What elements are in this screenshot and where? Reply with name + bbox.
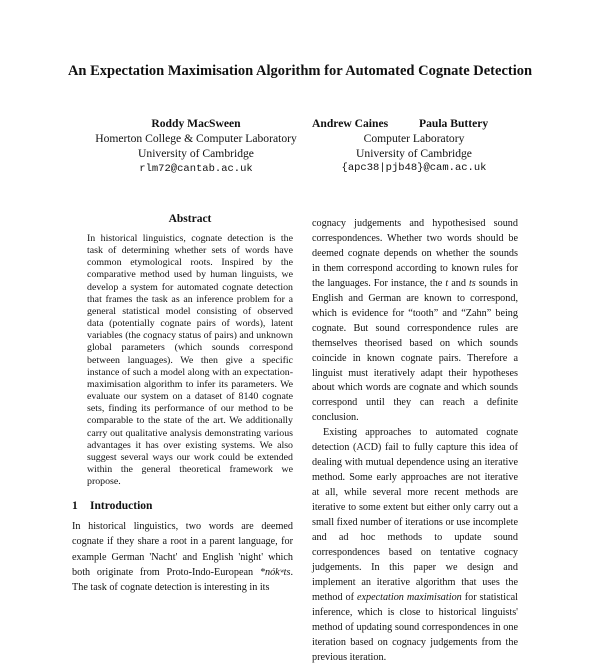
abstract-text: In historical linguistics, cognate detection is the task of determining whether sets of words have common etymological roots. Inspired by the comparative method used by human linguists, we develop a system for automated cognate detection that frames the task as an inference problem for a general statistical model consisting of observed data (potentially cognate pairs of words), latent variables (the cognacy status of pairs) and unknown global parameters (which sounds correspond between languages). We then give a specific instance of such a model along with an expectation-maximisation algorithm to infer its parameters. We evaluate our system on a dataset of 8140 cognate sets, finding its performance of our method to be comparable to the state of the art. We additionally carry out qualitative analysis demonstrating various advantages it has over existing systems. We also suggest several ways our work could be extended within the general theoretical framework we propose. [87, 233, 293, 488]
intro-right-p2-b: for statistical inference, which is close to historical linguists' method of updating sound correspondences in one iteration based on cognacy judgements from the previous iteration. [312, 591, 519, 663]
intro-paragraph-left [72, 519, 293, 595]
intro-paragraph-right-2 [312, 426, 518, 665]
intro-right-p2-a: Existing approaches to automated cognate detection (ACD) fail to fully capture this idea of dealing with mutual dependence using an iterative method. Some early approaches are not iterative at all, while several more recent methods are iterative to some extent but either only carry out a small fixed number of iterations or use incomplete and ad hoc methods to update sound correspondences based on tentative cognacy judgements. In this paper we design and implement an iterative algorithm that uses the method of [312, 427, 518, 603]
author-1-email: rlm72@cantab.ac.uk [139, 162, 253, 175]
intro-left-text-end: . The task of cognate detection is interesting in its [72, 566, 293, 594]
shared-affiliation [300, 131, 528, 177]
author-1-name: Roddy MacSween [151, 117, 241, 130]
intro-left-text: In historical linguistics, two words are deemed cognate if they share a root in a parent language, for example German 'Nacht' and English 'night' which both originate from Proto-Indo-European [72, 521, 293, 578]
author-3-name: Paula Buttery [419, 117, 489, 130]
intro-right-sound-t: t [445, 277, 449, 289]
shared-department: Computer Laboratory [363, 132, 465, 145]
paper-title: An Expectation Maximisation Algorithm for Automated Cognate Detection [67, 63, 533, 79]
shared-email: {apc38|pjb48}@cam.ac.uk [341, 162, 487, 175]
abstract-heading: Abstract [168, 213, 212, 225]
intro-right-and: and [448, 277, 469, 289]
section-title: Introduction [90, 500, 153, 513]
intro-right-p2-em: expectation maximisation [356, 591, 462, 603]
intro-left-pie-form: *nókʷts [259, 566, 291, 578]
author-2-name: Andrew Caines [312, 117, 389, 130]
intro-paragraph-right-1 [312, 217, 518, 426]
intro-right-text-a: cognacy judgements and hypothesised sound correspondences. Whether two words should be deemed cognate depends on whether the sounds in them correspond according to known rules for the languages. For instance, the [312, 218, 518, 289]
author-1 [80, 116, 312, 177]
section-number: 1 [72, 500, 78, 513]
intro-right-text-b: sounds in English and German are known to correspond, which is evidence for “tooth” and “Zahn” being cognate. But sound correspondence rules are themselves theorised based on which sounds coincide in known cognate pairs. Therefore a linguist must iteratively adapt their hypotheses about which words are cognate and which sounds correspond until they can reach a definite conclusion. [312, 277, 518, 424]
author-1-institution: University of Cambridge [138, 147, 254, 161]
right-column [312, 217, 518, 666]
author-1-affiliation: Homerton College & Computer Laboratory [95, 132, 297, 146]
left-column [72, 213, 293, 595]
shared-institution: University of Cambridge [356, 147, 472, 161]
section-heading [72, 500, 293, 512]
intro-right-sound-ts: ts [468, 277, 476, 289]
